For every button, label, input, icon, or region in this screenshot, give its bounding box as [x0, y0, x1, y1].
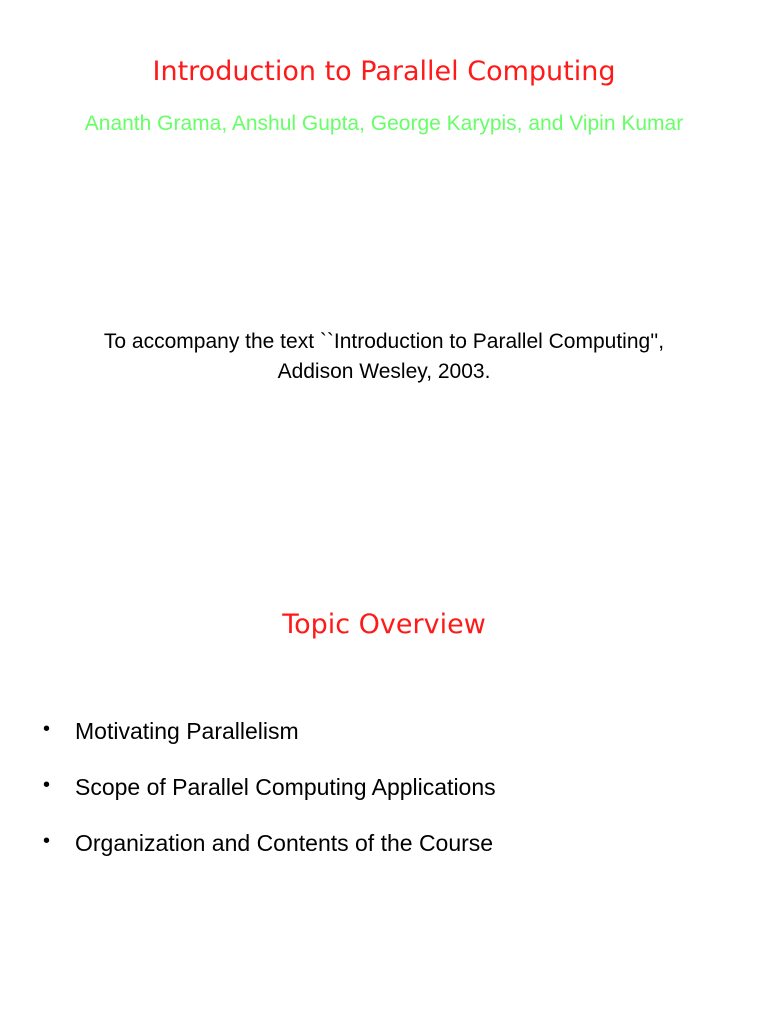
bullet-icon: • — [43, 774, 51, 796]
authors-line: Ananth Grama, Anshul Gupta, George Karypis, and Vipin Kumar — [84, 112, 684, 135]
bullet-item — [0, 771, 768, 827]
bullet-icon: • — [43, 830, 51, 852]
slide-title: Topic Overview — [282, 609, 486, 640]
accompany-line-2: Addison Wesley, 2003. — [277, 360, 491, 383]
accompany-text — [0, 327, 768, 387]
bullet-item — [0, 827, 768, 883]
bullet-icon: • — [43, 718, 51, 740]
bullet-text: Motivating Parallelism — [75, 718, 299, 744]
bullet-list — [0, 715, 768, 883]
topic-overview-slide — [0, 512, 768, 1024]
slide-title: Introduction to Parallel Computing — [152, 56, 616, 87]
bullet-item — [0, 715, 768, 771]
bullet-text: Scope of Parallel Computing Applications — [75, 774, 496, 800]
accompany-line-1: To accompany the text ``Introduction to Parallel Computing'', — [103, 330, 665, 353]
bullet-text: Organization and Contents of the Course — [75, 830, 494, 856]
